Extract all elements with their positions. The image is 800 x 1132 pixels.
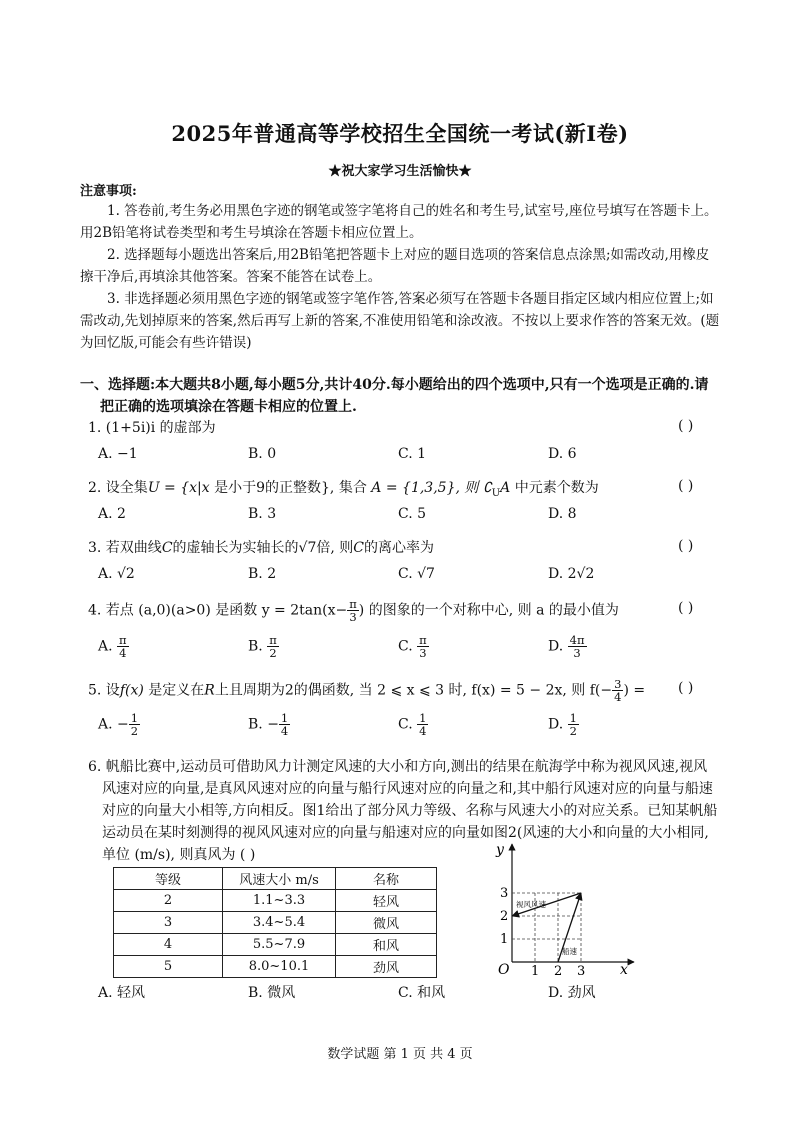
option-a xyxy=(98,634,129,659)
question-2-stem xyxy=(88,478,728,504)
q5-text-mid: 是定义在 xyxy=(143,682,205,699)
option-a: A. 轻风 xyxy=(98,985,146,1001)
frac-num: π xyxy=(119,633,127,647)
option-a-frac xyxy=(129,712,140,737)
section-line-1: 一、选择题:本大题共8小题,每小题5分,共计40分.每小题给出的四个选项中,只有一个选项是正确的.请 xyxy=(80,377,709,393)
option-d: D. 劲风 xyxy=(548,985,596,1001)
q2-complement-sub: U xyxy=(491,487,501,499)
frac-den: 4 xyxy=(419,724,427,738)
q2-set-a: A = {1,3,5}, 则 ∁ xyxy=(371,480,492,496)
frac-num: 1 xyxy=(130,711,139,725)
q5-text-pre: 5. 设 xyxy=(88,682,120,699)
question-5-options xyxy=(98,712,718,742)
option-b xyxy=(248,634,279,659)
q5-var-r: R xyxy=(204,682,215,699)
table-row xyxy=(114,956,437,978)
x-axis-label: x xyxy=(620,962,628,978)
q6-line-4: 运动员在某时刻测得的视风风速对应的向量与船速对应的向量如图2(风速的大小和向量的大小相同, xyxy=(102,825,709,841)
page-footer: 数学试题 第 1 页 共 4 页 xyxy=(327,1047,473,1062)
option-b xyxy=(248,712,290,737)
table-header: 等级 xyxy=(114,868,223,890)
table-row xyxy=(114,912,437,934)
q5-frac-den: 4 xyxy=(614,690,622,704)
section-line-2: 把正确的选项填涂在答题卡相应的位置上. xyxy=(100,399,357,415)
q3-text-pre: 3. 若双曲线 xyxy=(88,540,162,556)
q3-text-mid2: 倍, 则 xyxy=(316,540,354,556)
question-6-options xyxy=(98,982,718,1012)
frac-den: 2 xyxy=(569,724,577,738)
q6-line-5: 单位 (m/s), 则真风为 ( ) xyxy=(102,847,256,863)
question-3-stem xyxy=(88,538,728,558)
q2-text-pre: 2. 设全集 xyxy=(88,480,148,496)
q5-text-mid2: 上且周期为2的偶函数, 当 2 ⩽ x ⩽ 3 时, f(x) = 5 − 2x, 则 f xyxy=(214,682,595,699)
option-b: B. 微风 xyxy=(248,985,296,1001)
table-row xyxy=(114,934,437,956)
frac-num: 1 xyxy=(419,711,427,725)
q5-fx: f(x) xyxy=(119,682,144,699)
table-cell: 1.1~3.3 xyxy=(223,890,336,912)
option-a xyxy=(98,712,140,737)
notice-item-3: 3. 非选择题必须用黑色字迹的钢笔或签字笔作答,答案必须写在答题卡各题目指定区域内相应位置上;如需改动,先划掉原来的答案,然后再写上新的答案,不准使用铅笔和涂改液。不按以上要求作答的答案无效。(题为回忆版,可能会有些许错误) xyxy=(80,291,720,351)
table-cell: 微风 xyxy=(336,912,437,934)
option-c: C. √7 xyxy=(398,566,435,582)
frac-den: 4 xyxy=(119,646,127,660)
option-b: B. 0 xyxy=(248,446,277,462)
q5-neg: (− xyxy=(594,682,613,699)
q4-frac-den: 3 xyxy=(349,610,357,624)
q2-set-u: U = {x|x xyxy=(147,480,210,496)
q5-close: ) = xyxy=(623,682,646,699)
table-row xyxy=(114,890,437,912)
question-1-answer-paren: ( ) xyxy=(678,418,694,434)
q2-set-var: A xyxy=(500,480,511,496)
frac-den: 3 xyxy=(419,646,427,660)
notice-item-2: 2. 选择题每小题选出答案后,用2B铅笔把答题卡上对应的题目选项的答案信息点涂黑;如需改动,用橡皮擦干净后,再填涂其他答案。答案不能答在试卷上。 xyxy=(80,247,710,285)
option-b-frac xyxy=(279,712,290,737)
q3-text-post: 的离心率为 xyxy=(363,540,434,556)
option-c: C. 1 xyxy=(398,446,427,462)
q4-frac-num: π xyxy=(349,597,357,611)
option-d-frac xyxy=(568,634,587,659)
option-b-frac xyxy=(267,634,279,659)
q4-text-post: 的图象的一个对称中心, 则 a 的最小值为 xyxy=(364,602,619,619)
option-c xyxy=(398,634,429,659)
q4-text-pre: 4. 若点 (a,0)(a>0) 是函数 y = 2tan xyxy=(88,602,323,619)
frac-num: π xyxy=(419,633,427,647)
table-header-row xyxy=(114,868,437,890)
table-header: 风速大小 m/s xyxy=(223,868,336,890)
option-c-frac xyxy=(417,712,428,737)
q6-line-2: 风速对应的向量,是真风风速对应的向量与船行风速对应的向量之和,其中船行风速对应的向量与船速 xyxy=(102,781,713,797)
q4-frac xyxy=(347,598,359,623)
option-d: D. 2√2 xyxy=(548,566,595,582)
origin-label: O xyxy=(498,962,510,978)
question-2-options xyxy=(98,506,718,536)
table-cell: 5 xyxy=(114,956,223,978)
option-d-label: D. xyxy=(548,638,564,655)
option-b: B. 3 xyxy=(248,506,277,522)
table-cell: 2 xyxy=(114,890,223,912)
vector-figure xyxy=(492,838,642,978)
table-cell: 3.4~5.4 xyxy=(223,912,336,934)
exam-title: 2025年普通高等学校招生全国统一考试(新Ⅰ卷) xyxy=(171,121,629,146)
boat-speed-label: 船速 xyxy=(562,947,577,956)
frac-den: 2 xyxy=(269,646,277,660)
section-heading xyxy=(80,374,720,418)
table-cell: 和风 xyxy=(336,934,437,956)
frac-den: 4 xyxy=(280,724,289,738)
q3-text-mid: 的虚轴长为实轴长的 xyxy=(172,540,299,556)
table-cell: 5.5~7.9 xyxy=(223,934,336,956)
notice-item-1: 1. 答卷前,考生务必用黑色字迹的钢笔或签字笔将自己的姓名和考生号,试室号,座位号填写在答题卡上。用2B铅笔将试卷类型和考生号填涂在答题卡相应位置上。 xyxy=(80,203,718,241)
q5-frac xyxy=(612,678,623,703)
q3-sqrt7: √7 xyxy=(298,540,317,556)
y-tick-label: 1 xyxy=(500,932,509,947)
table-cell: 8.0~10.1 xyxy=(223,956,336,978)
option-a-label: A. xyxy=(98,638,113,655)
option-c: C. 和风 xyxy=(398,985,446,1001)
table-cell: 4 xyxy=(114,934,223,956)
notice-heading: 注意事项: xyxy=(80,184,137,199)
q6-line-3: 对应的向量大小相等,方向相反。图1给出了部分风力等级、名称与风速大小的对应关系。已知某帆船 xyxy=(102,803,718,819)
wind-scale-table xyxy=(113,867,437,978)
x-tick-label: 2 xyxy=(554,964,563,978)
y-axis-label: y xyxy=(496,842,504,858)
q4-paren-close: ) xyxy=(358,602,365,619)
frac-num: 1 xyxy=(569,711,577,725)
question-4-answer-paren: ( ) xyxy=(678,600,694,616)
option-a: A. −1 xyxy=(98,446,138,462)
option-b: B. 2 xyxy=(248,566,277,582)
q3-var-c2: C xyxy=(353,540,364,556)
question-3-answer-paren: ( ) xyxy=(678,538,694,554)
q4-paren-open: (x− xyxy=(322,602,348,619)
q2-text-post: 中元素个数为 xyxy=(510,480,599,496)
option-d: D. 6 xyxy=(548,446,577,462)
frac-den: 2 xyxy=(130,724,139,738)
q5-frac-num: 3 xyxy=(614,677,622,691)
frac-num: π xyxy=(269,633,277,647)
question-5-stem xyxy=(88,678,728,703)
option-c-label: C. xyxy=(398,638,413,655)
option-c-label: C. xyxy=(398,716,413,733)
option-a-frac xyxy=(117,634,129,659)
frac-den: 3 xyxy=(573,646,581,660)
option-d xyxy=(548,634,587,659)
option-b-label: B. − xyxy=(248,716,279,733)
option-a: A. 2 xyxy=(98,506,126,522)
option-d: D. 8 xyxy=(548,506,577,522)
question-2-answer-paren: ( ) xyxy=(678,478,694,494)
question-5-answer-paren: ( ) xyxy=(678,680,694,696)
apparent-wind-label: 视风风速 xyxy=(516,900,546,909)
question-3-options xyxy=(98,566,718,596)
option-d xyxy=(548,712,579,737)
question-4-stem xyxy=(88,598,728,623)
option-a: A. √2 xyxy=(98,566,135,582)
x-tick-label: 3 xyxy=(577,964,586,978)
option-d-label: D. xyxy=(548,716,564,733)
q3-var-c: C xyxy=(161,540,173,556)
question-4-options xyxy=(98,634,718,664)
exam-subtitle: ★祝大家学习生活愉快★ xyxy=(328,164,472,179)
option-a-label: A. − xyxy=(98,716,129,733)
frac-num: 4π xyxy=(569,633,585,647)
q6-line-1: 6. 帆船比赛中,运动员可借助风力计测定风速的大小和方向,测出的结果在航海学中称为视风风速,视风 xyxy=(88,759,708,775)
x-tick-label: 1 xyxy=(531,964,540,978)
option-d-frac xyxy=(568,712,579,737)
question-1-stem: 1. (1+5i)i 的虚部为 xyxy=(88,420,216,436)
table-cell: 轻风 xyxy=(336,890,437,912)
table-cell: 3 xyxy=(114,912,223,934)
table-header: 名称 xyxy=(336,868,437,890)
option-c: C. 5 xyxy=(398,506,427,522)
option-c xyxy=(398,712,428,737)
y-tick-label: 2 xyxy=(500,909,509,924)
option-b-label: B. xyxy=(248,638,263,655)
frac-num: 1 xyxy=(280,711,289,725)
y-tick-label: 3 xyxy=(500,886,509,901)
question-1-options xyxy=(98,446,718,476)
option-c-frac xyxy=(417,634,429,659)
q2-text-mid: 是小于9的正整数}, 集合 xyxy=(209,480,372,496)
table-cell: 劲风 xyxy=(336,956,437,978)
